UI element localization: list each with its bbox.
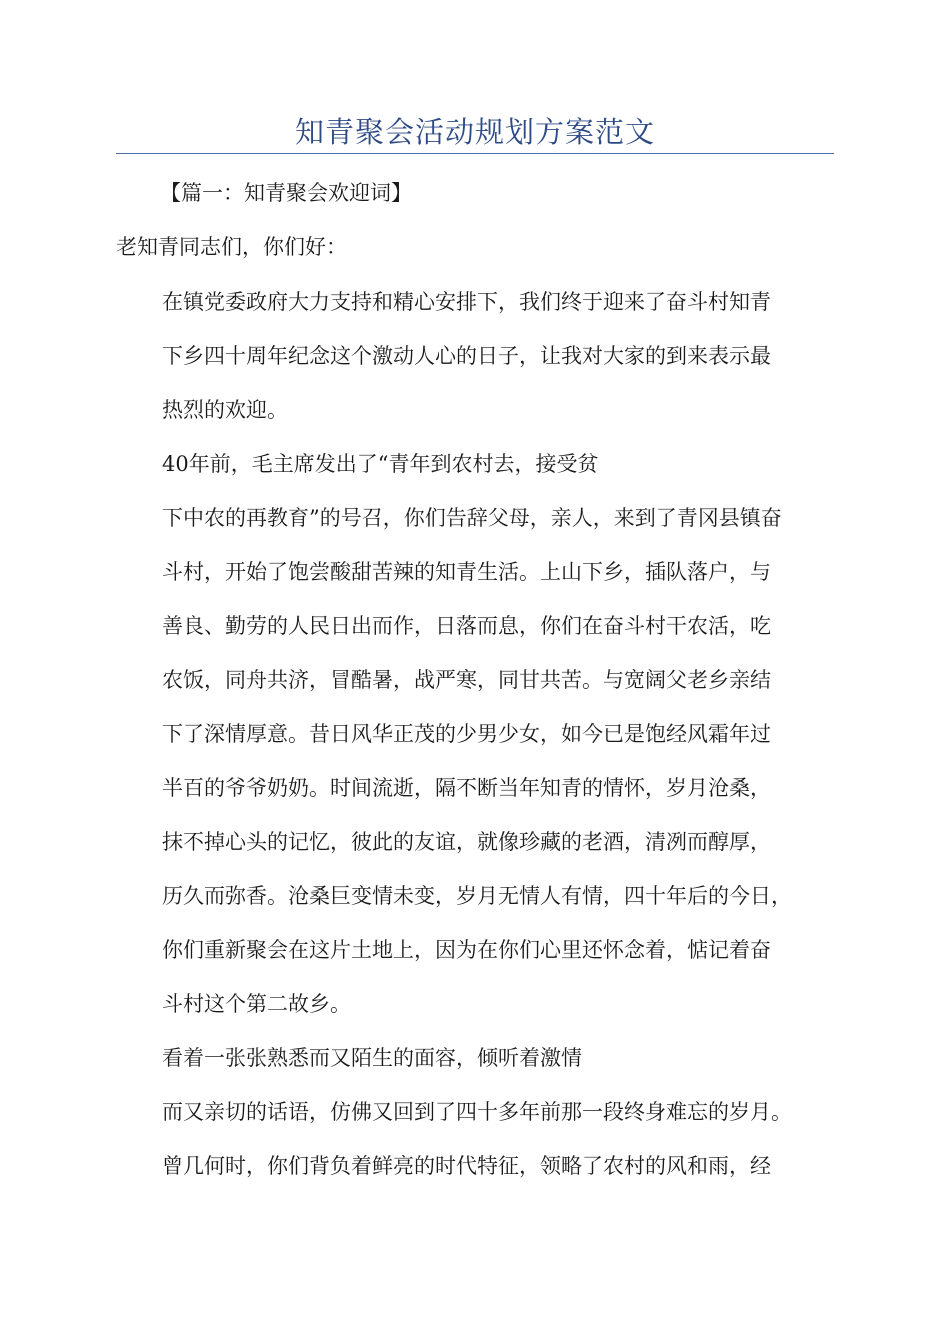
document-title: 知青聚会活动规划方案范文 [294, 115, 655, 149]
body-line: 下乡四十周年纪念这个激动人心的日子，让我对大家的到来表示最 [162, 344, 771, 368]
body-line: 半百的爷爷奶奶。时间流逝，隔不断当年知青的情怀，岁月沧桑， [162, 776, 771, 800]
body-line: 在镇党委政府大力支持和精心安排下，我们终于迎来了奋斗村知青 [162, 290, 771, 314]
salutation: 老知青同志们，你们好： [116, 235, 347, 259]
body-line: 看着一张张熟悉而又陌生的面容，倾听着激情 [162, 1046, 582, 1070]
body-line: 下了深情厚意。昔日风华正茂的少男少女，如今已是饱经风霜年过 [162, 722, 771, 746]
body-line: 下中农的再教育”的号召，你们告辞父母，亲人，来到了青冈县镇奋 [162, 506, 782, 530]
body-line: 抹不掉心头的记忆，彼此的友谊，就像珍藏的老酒，清冽而醇厚， [162, 830, 771, 854]
body-line: 斗村这个第二故乡。 [162, 992, 351, 1016]
body-line: 斗村，开始了饱尝酸甜苦辣的知青生活。上山下乡，插队落户，与 [162, 560, 771, 584]
title-underline [116, 153, 834, 154]
body-line: 善良、勤劳的人民日出而作，日落而息，你们在奋斗村干农活，吃 [162, 614, 771, 638]
body-line: 而又亲切的话语，仿佛又回到了四十多年前那一段终身难忘的岁月。 [162, 1100, 792, 1124]
body-line: 农饭，同舟共济，冒酷暑，战严寒，同甘共苦。与宽阔父老乡亲结 [162, 668, 771, 692]
section-heading: 【篇一：知青聚会欢迎词】 [160, 181, 412, 205]
body-line: 40年前，毛主席发出了“青年到农村去，接受贫 [162, 452, 599, 476]
body-line: 热烈的欢迎。 [162, 398, 288, 422]
body-line: 你们重新聚会在这片土地上，因为在你们心里还怀念着，惦记着奋 [162, 938, 771, 962]
body-line: 曾几何时，你们背负着鲜亮的时代特征，领略了农村的风和雨，经 [162, 1154, 771, 1178]
body-line: 历久而弥香。沧桑巨变情未变，岁月无情人有情，四十年后的今日， [162, 884, 792, 908]
